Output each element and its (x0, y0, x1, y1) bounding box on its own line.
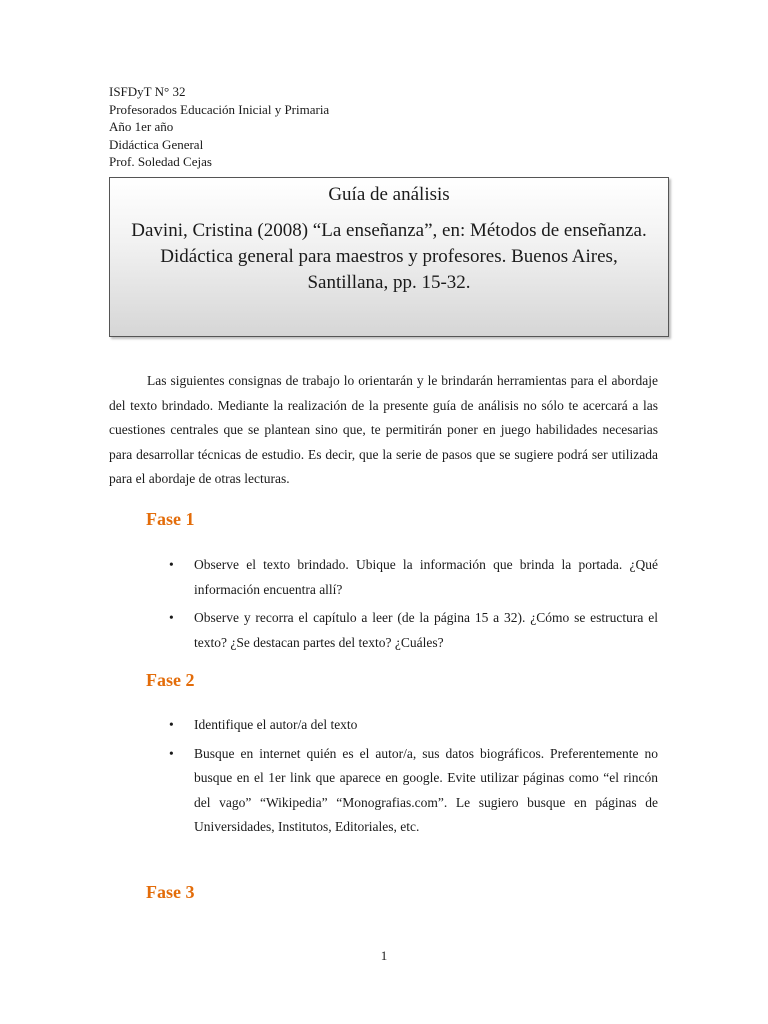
phase-2-heading: Fase 2 (146, 670, 195, 690)
header-year: Año 1er año (109, 119, 174, 134)
header-institution: ISFDyT N° 32 (109, 84, 186, 99)
list-item-text: Identifique el autor/a del texto (194, 717, 358, 732)
bullet-icon: • (169, 717, 174, 732)
list-item-text: Observe el texto brindado. Ubique la información que brinda la portada. ¿Qué información encuentra allí? (194, 557, 658, 597)
bullet-icon: • (169, 557, 174, 572)
list-item (160, 553, 658, 602)
list-item (160, 742, 658, 840)
list-item (160, 713, 658, 738)
phase-1-heading: Fase 1 (146, 509, 195, 529)
phase-1-list (160, 553, 658, 659)
phase-2-list (160, 713, 658, 844)
intro-paragraph: Las siguientes consignas de trabajo lo orientarán y le brindarán herramientas para el abordaje del texto brindado. Mediante la realización de la presente guía de análisis no sólo te acercará a las cuestiones centrales que se plantean sino que, te permitirán poner en juego habilidades necesarias para desarrollar técnicas de estudio. Es decir, que la serie de pasos que se sugiere podrá ser utilizada para el abordaje de otras lecturas. (109, 373, 658, 486)
bibliographic-citation: Davini, Cristina (2008) “La enseñanza”, en: Métodos de enseñanza. Didáctica general para maestros y profesores. Buenos Aires, Santillana, pp. 15-32. (131, 220, 647, 293)
header-professor: Prof. Soledad Cejas (109, 154, 212, 169)
phase-3-heading: Fase 3 (146, 882, 195, 902)
list-item-text: Observe y recorra el capítulo a leer (de la página 15 a 32). ¿Cómo se estructura el texto? ¿Se destacan partes del texto? ¿Cuáles? (194, 610, 658, 650)
header-subject: Didáctica General (109, 136, 204, 152)
bullet-icon: • (169, 610, 174, 625)
page-number: 1 (380, 948, 388, 963)
guide-title: Guía de análisis (328, 184, 450, 205)
bullet-icon: • (169, 745, 174, 761)
list-item (160, 606, 658, 655)
title-box (109, 177, 669, 337)
header-program: Profesorados Educación Inicial y Primaria (109, 101, 330, 117)
list-item-text: Busque en internet quién es el autor/a, sus datos biográficos. Preferentemente no busque en el 1er link que aparece en google. Evite utilizar páginas como “el rincón del vago” “Wikipedia” “Monografias.com”. Le sugiero busque en páginas de Universidades, Institutos, Editoriales, etc. (194, 745, 658, 834)
document-header (109, 83, 329, 171)
